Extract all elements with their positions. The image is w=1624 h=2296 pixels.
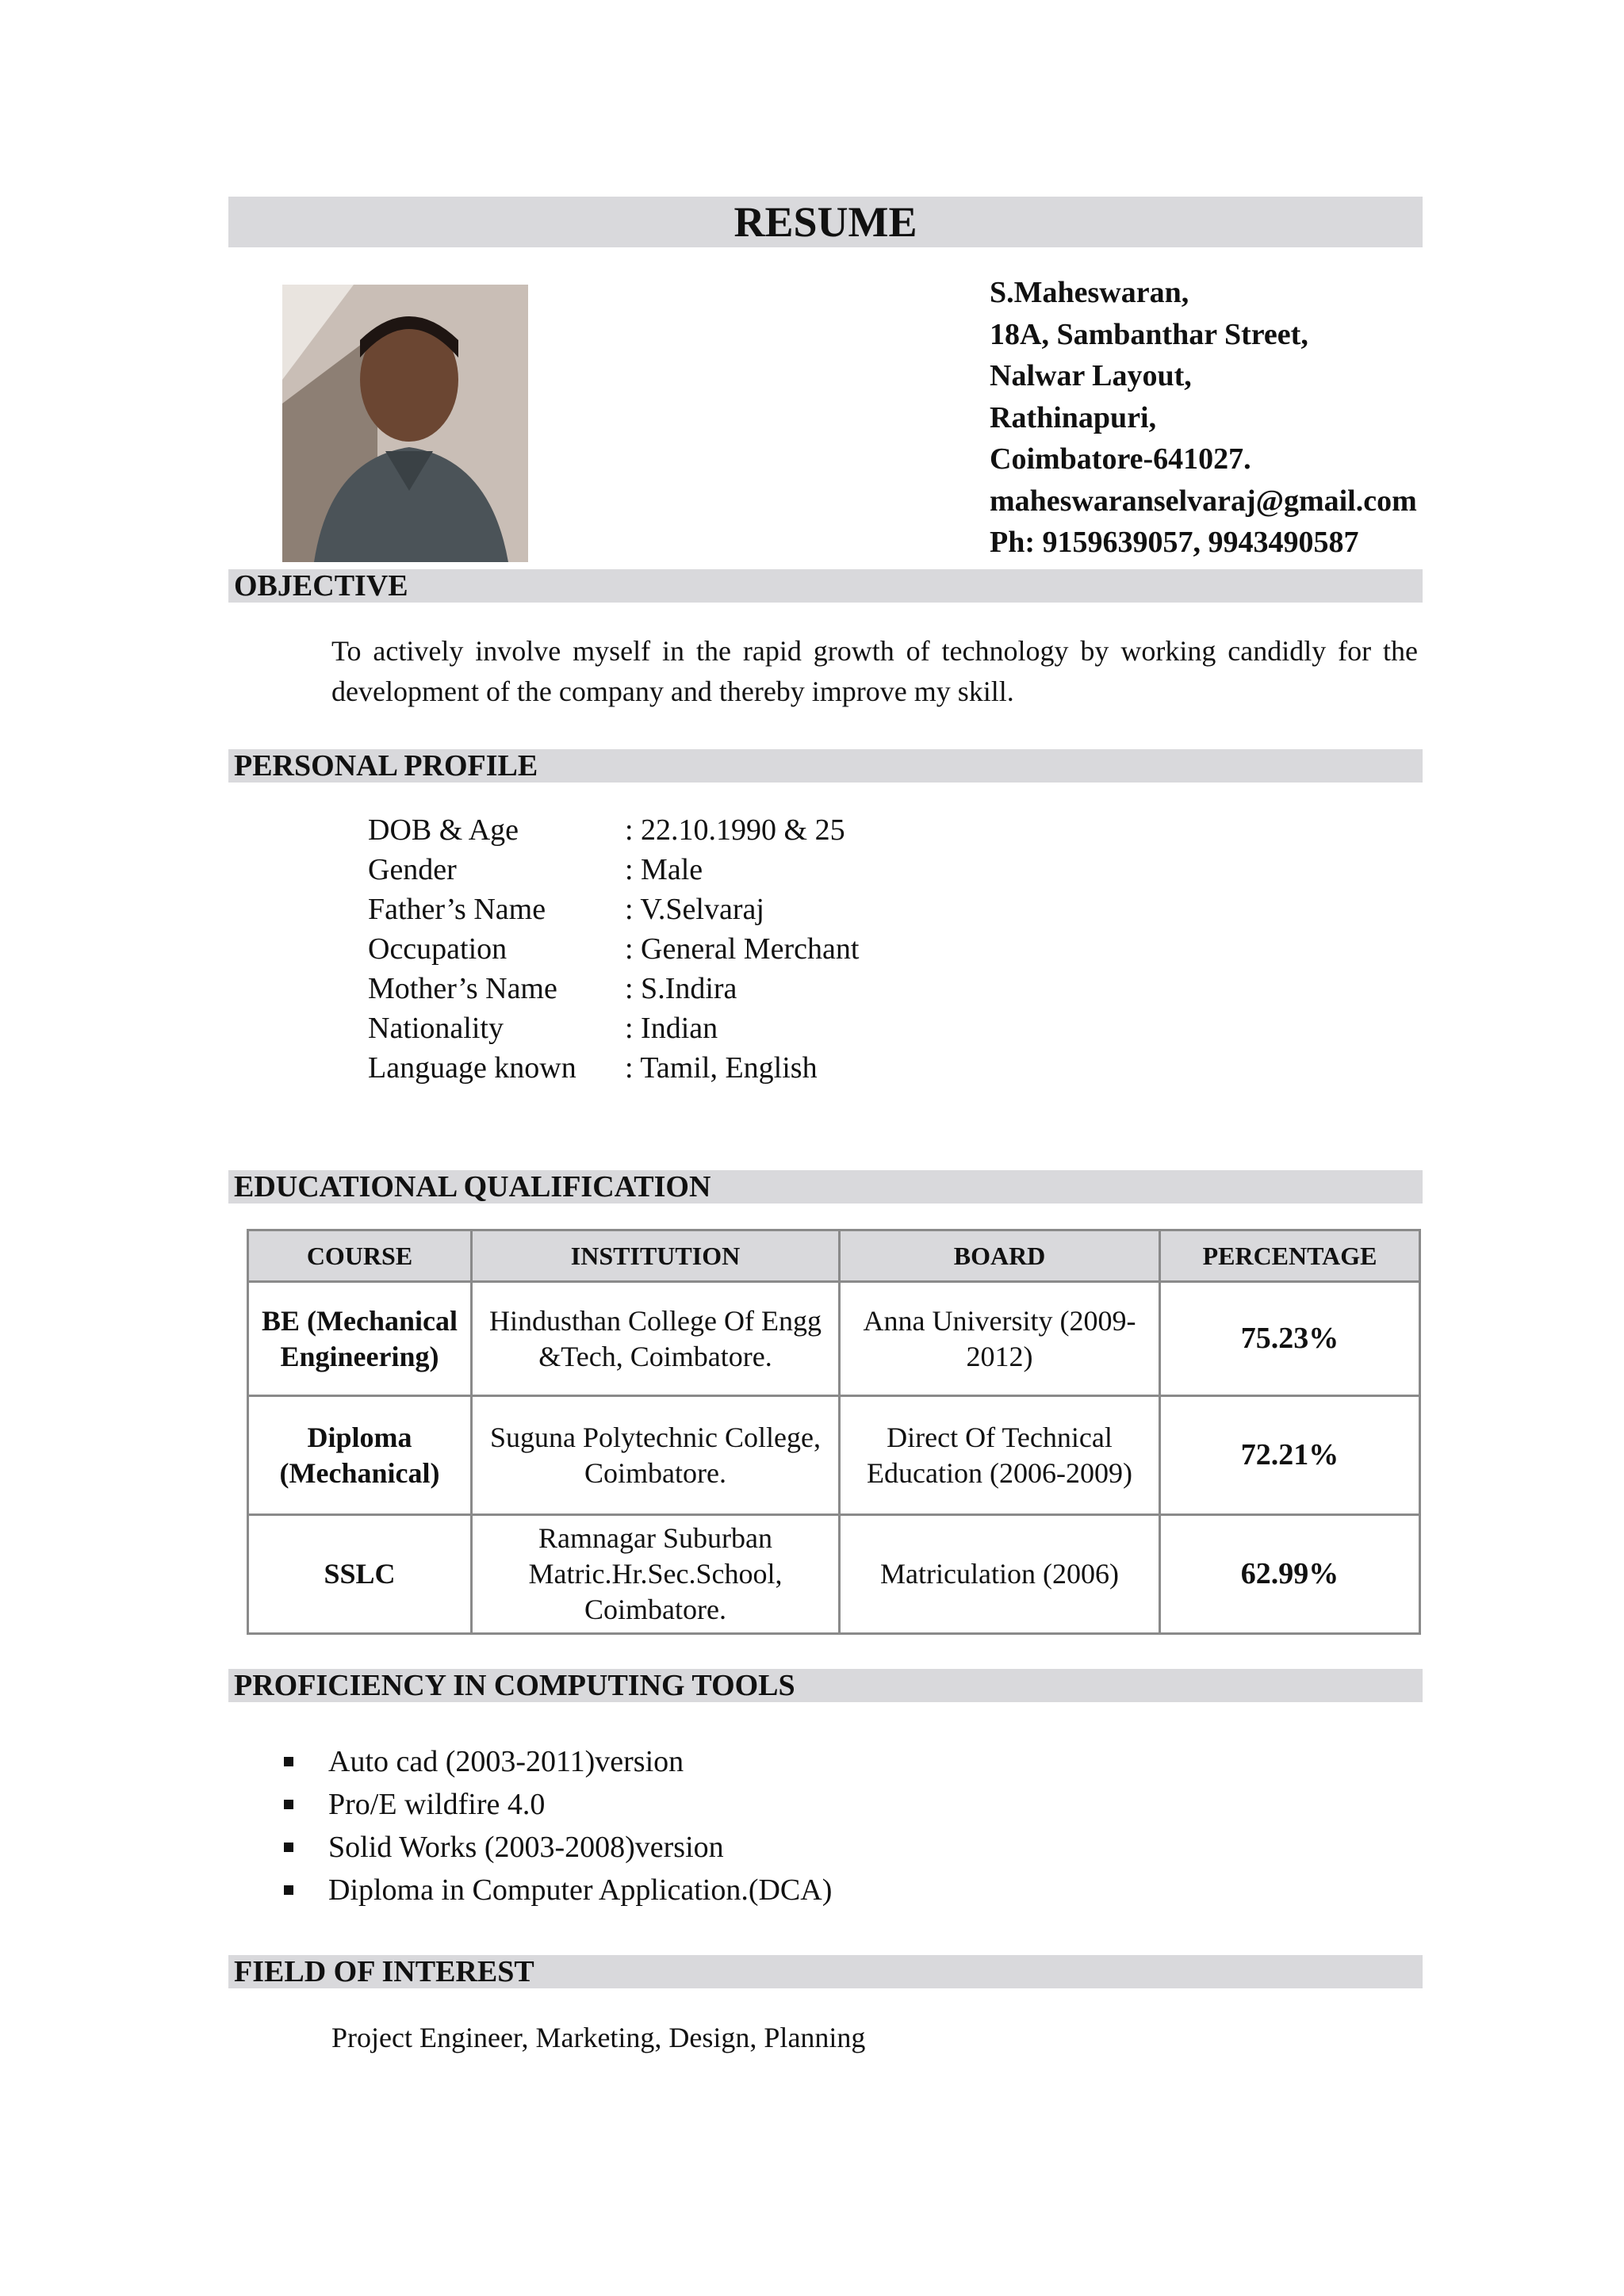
education-table xyxy=(247,1229,1421,1635)
institution-cell: Ramnagar Suburban Matric.Hr.Sec.School, Coimbatore. xyxy=(472,1515,840,1634)
profile-photo xyxy=(282,285,528,562)
profile-value: : S.Indira xyxy=(625,972,737,1005)
profile-list xyxy=(368,810,859,1088)
objective-text: To actively involve myself in the rapid growth of technology by working candidly for the development of the company and thereby improve my skill. xyxy=(331,635,1418,707)
course-cell: SSLC xyxy=(248,1515,472,1634)
profile-heading: PERSONAL PROFILE xyxy=(234,749,538,783)
institution-cell: Suguna Polytechnic College, Coimbatore. xyxy=(472,1396,840,1515)
computing-heading: PROFICIENCY IN COMPUTING TOOLS xyxy=(234,1669,795,1702)
table-row xyxy=(248,1282,1420,1396)
list-item xyxy=(284,1783,832,1826)
computing-tools-list xyxy=(284,1740,832,1911)
profile-value: : V.Selvaraj xyxy=(625,893,764,926)
profile-label: Occupation xyxy=(368,932,508,966)
profile-label: Gender xyxy=(368,853,457,886)
percentage-cell: 75.23% xyxy=(1160,1282,1420,1396)
resume-title: RESUME xyxy=(733,198,917,246)
percentage-cell: 62.99% xyxy=(1160,1515,1420,1634)
column-header: INSTITUTION xyxy=(472,1230,840,1282)
address-line: 18A, Sambanthar Street, xyxy=(990,317,1308,351)
table-header-row xyxy=(248,1230,1420,1282)
profile-label: DOB & Age xyxy=(368,813,519,847)
interest-heading: FIELD OF INTEREST xyxy=(234,1955,534,1988)
phone-number: Ph: 9159639057, 9943490587 xyxy=(990,526,1359,559)
education-heading: EDUCATIONAL QUALIFICATION xyxy=(234,1170,711,1203)
address-line: Coimbatore-641027. xyxy=(990,442,1251,476)
board-cell: Direct Of Technical Education (2006-2009) xyxy=(840,1396,1160,1515)
profile-value: : 22.10.1990 & 25 xyxy=(625,813,845,847)
column-header: COURSE xyxy=(248,1230,472,1282)
list-item xyxy=(284,1869,832,1911)
bullet-icon xyxy=(284,1800,293,1809)
table-row xyxy=(248,1515,1420,1634)
profile-row xyxy=(368,890,859,929)
email-address[interactable]: maheswaranselvaraj@gmail.com xyxy=(990,484,1417,518)
address-line: Nalwar Layout, xyxy=(990,359,1192,392)
list-item-text: Auto cad (2003-2011)version xyxy=(328,1745,684,1778)
profile-row xyxy=(368,850,859,890)
profile-value: : Tamil, English xyxy=(625,1051,818,1085)
column-header: BOARD xyxy=(840,1230,1160,1282)
contact-block xyxy=(990,272,1417,564)
objective-heading: OBJECTIVE xyxy=(234,569,408,603)
list-item-text: Solid Works (2003-2008)version xyxy=(328,1831,724,1864)
profile-value: : Male xyxy=(625,853,703,886)
profile-value: : General Merchant xyxy=(625,932,860,966)
institution-cell: Hindusthan College Of Engg &Tech, Coimbatore. xyxy=(472,1282,840,1396)
column-header: PERCENTAGE xyxy=(1160,1230,1420,1282)
profile-row xyxy=(368,1048,859,1088)
list-item-text: Pro/E wildfire 4.0 xyxy=(328,1788,546,1821)
profile-label: Nationality xyxy=(368,1012,504,1045)
course-cell: BE (Mechanical Engineering) xyxy=(248,1282,472,1396)
bullet-icon xyxy=(284,1885,293,1895)
interest-text: Project Engineer, Marketing, Design, Planning xyxy=(331,2022,866,2053)
bullet-icon xyxy=(284,1843,293,1852)
address-line: Rathinapuri, xyxy=(990,400,1157,434)
person-photo-icon xyxy=(282,285,528,562)
board-cell: Matriculation (2006) xyxy=(840,1515,1160,1634)
profile-row xyxy=(368,929,859,969)
list-item xyxy=(284,1826,832,1869)
profile-value: : Indian xyxy=(625,1012,718,1045)
profile-label: Language known xyxy=(368,1051,576,1085)
profile-row xyxy=(368,810,859,850)
percentage-cell: 72.21% xyxy=(1160,1396,1420,1515)
candidate-name: S.Maheswaran, xyxy=(990,276,1189,309)
profile-row xyxy=(368,1008,859,1048)
profile-label: Mother’s Name xyxy=(368,972,557,1005)
board-cell: Anna University (2009-2012) xyxy=(840,1282,1160,1396)
list-item-text: Diploma in Computer Application.(DCA) xyxy=(328,1873,833,1907)
bullet-icon xyxy=(284,1757,293,1766)
course-cell: Diploma (Mechanical) xyxy=(248,1396,472,1515)
list-item xyxy=(284,1740,832,1783)
table-row xyxy=(248,1396,1420,1515)
profile-label: Father’s Name xyxy=(368,893,546,926)
profile-row xyxy=(368,969,859,1008)
